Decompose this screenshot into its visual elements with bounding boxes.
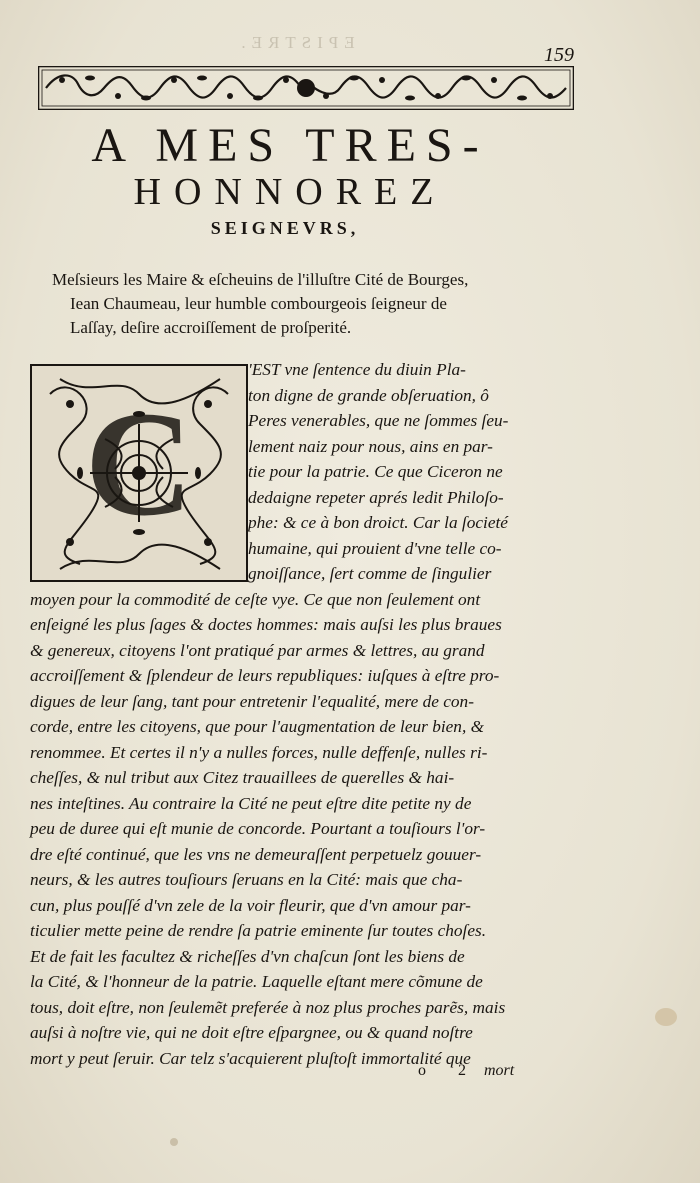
body-line: renommee. Et certes il n'y a nulles forces, nulle deffenſe, nulles ri- (30, 742, 488, 762)
body-line: cheſſes, & nul tribut aux Citez trauaillees de querelles & hai- (30, 768, 455, 787)
body-line: ticulier mette peine de rendre ſa patrie eminente ſur toutes choſes. (30, 921, 487, 940)
body-line: la Cité, & l'honneur de la patrie. Laquelle eſtant mere cõmune de (30, 972, 483, 991)
address-line: Iean Chaumeau, leur humble combourgeois ſeigneur de (70, 294, 447, 313)
body-line: 'EST vne ſentence du diuin Pla- (248, 360, 466, 379)
bleed-through-text: EPISTRE. (235, 33, 355, 52)
paper-stain (170, 1138, 178, 1146)
body-line: digues de leur ſang, tant pour entretenir l'equalité, mere de con- (30, 691, 474, 711)
ornamental-headband (38, 66, 574, 110)
body-line: ton digne de grande obſeruation, ô (248, 385, 489, 405)
heading-line-3: SEIGNEVRS, (210, 218, 360, 238)
heading-line-2: HONNOREZ (133, 171, 447, 213)
body-line: moyen pour la commodité de ceſte vye. Ce que non ſeulement ont (30, 589, 481, 609)
body-line: neurs, & les autres touſiours ſeruans en la Cité: mais que cha- (30, 870, 463, 889)
body-line: auſsi à noſtre vie, qui ne doit eſtre eſpargnee, ou & quand noſtre (30, 1023, 473, 1042)
body-line: phe: & ce à bon droict. Car la ſocieté (248, 513, 508, 532)
body-line: accroiſſement & ſplendeur de leurs republiques: iuſques à eſtre pro- (30, 666, 500, 685)
body-line: tie pour la patrie. Ce que Ciceron ne (248, 462, 503, 481)
dedication-address (52, 268, 552, 340)
address-line: Meſsieurs les Maire & eſcheuins de l'illuſtre Cité de Bourges, (52, 270, 469, 289)
paper-stain (655, 1008, 677, 1026)
initial-letter: C (84, 381, 194, 547)
body-line: Peres venerables, que ne ſommes ſeu- (248, 411, 509, 430)
body-line: enſeigné les plus ſages & doctes hommes: mais auſsi les plus braues (30, 615, 502, 634)
page-number: 159 (544, 44, 574, 66)
body-line: mort y peut ſeruir. Car telz s'acquierent pluſtoſt immortalité que (30, 1048, 471, 1068)
body-line: nes inteſtines. Au contraire la Cité ne peut eſtre dite petite ny de (30, 793, 472, 813)
heading-line-1: A MES TRES- (91, 119, 489, 172)
body-line: dedaigne repeter aprés ledit Philoſo- (248, 487, 504, 507)
body-line: lement naiz pour nous, ains en par- (248, 436, 493, 456)
body-line: humaine, qui prouient d'vne telle co- (248, 538, 502, 558)
body-line: corde, entre les citoyens, que pour l'augmentation de leur bien, & (30, 717, 485, 736)
body-line: peu de duree qui eſt munie de concorde. Pourtant a touſiours l'or- (30, 819, 486, 838)
ornate-initial-c (30, 364, 248, 582)
body-line: & genereux, citoyens l'ont pratiqué par armes & lettres, au grand (30, 640, 485, 660)
signature-mark: o 2 (418, 1062, 480, 1079)
body-line: cun, plus pouſſé d'vn zele de la voir fleurir, que d'vn amour par- (30, 895, 471, 915)
body-line: gnoiſſance, ſert comme de ſingulier (248, 564, 492, 583)
catchword: mort (484, 1062, 515, 1079)
address-line: Laſſay, deſire accroiſſement de proſperité. (70, 318, 352, 337)
body-line: tous, doit eſtre, non ſeulemẽt preferée à noz plus proches parẽs, mais (30, 997, 506, 1017)
body-line: dre eſté continué, que les vns ne demeuraſſent perpetuelz gouuer- (30, 844, 482, 864)
body-line: Et de fait les facultez & richeſſes d'vn chaſcun ſont les biens de (30, 946, 465, 966)
